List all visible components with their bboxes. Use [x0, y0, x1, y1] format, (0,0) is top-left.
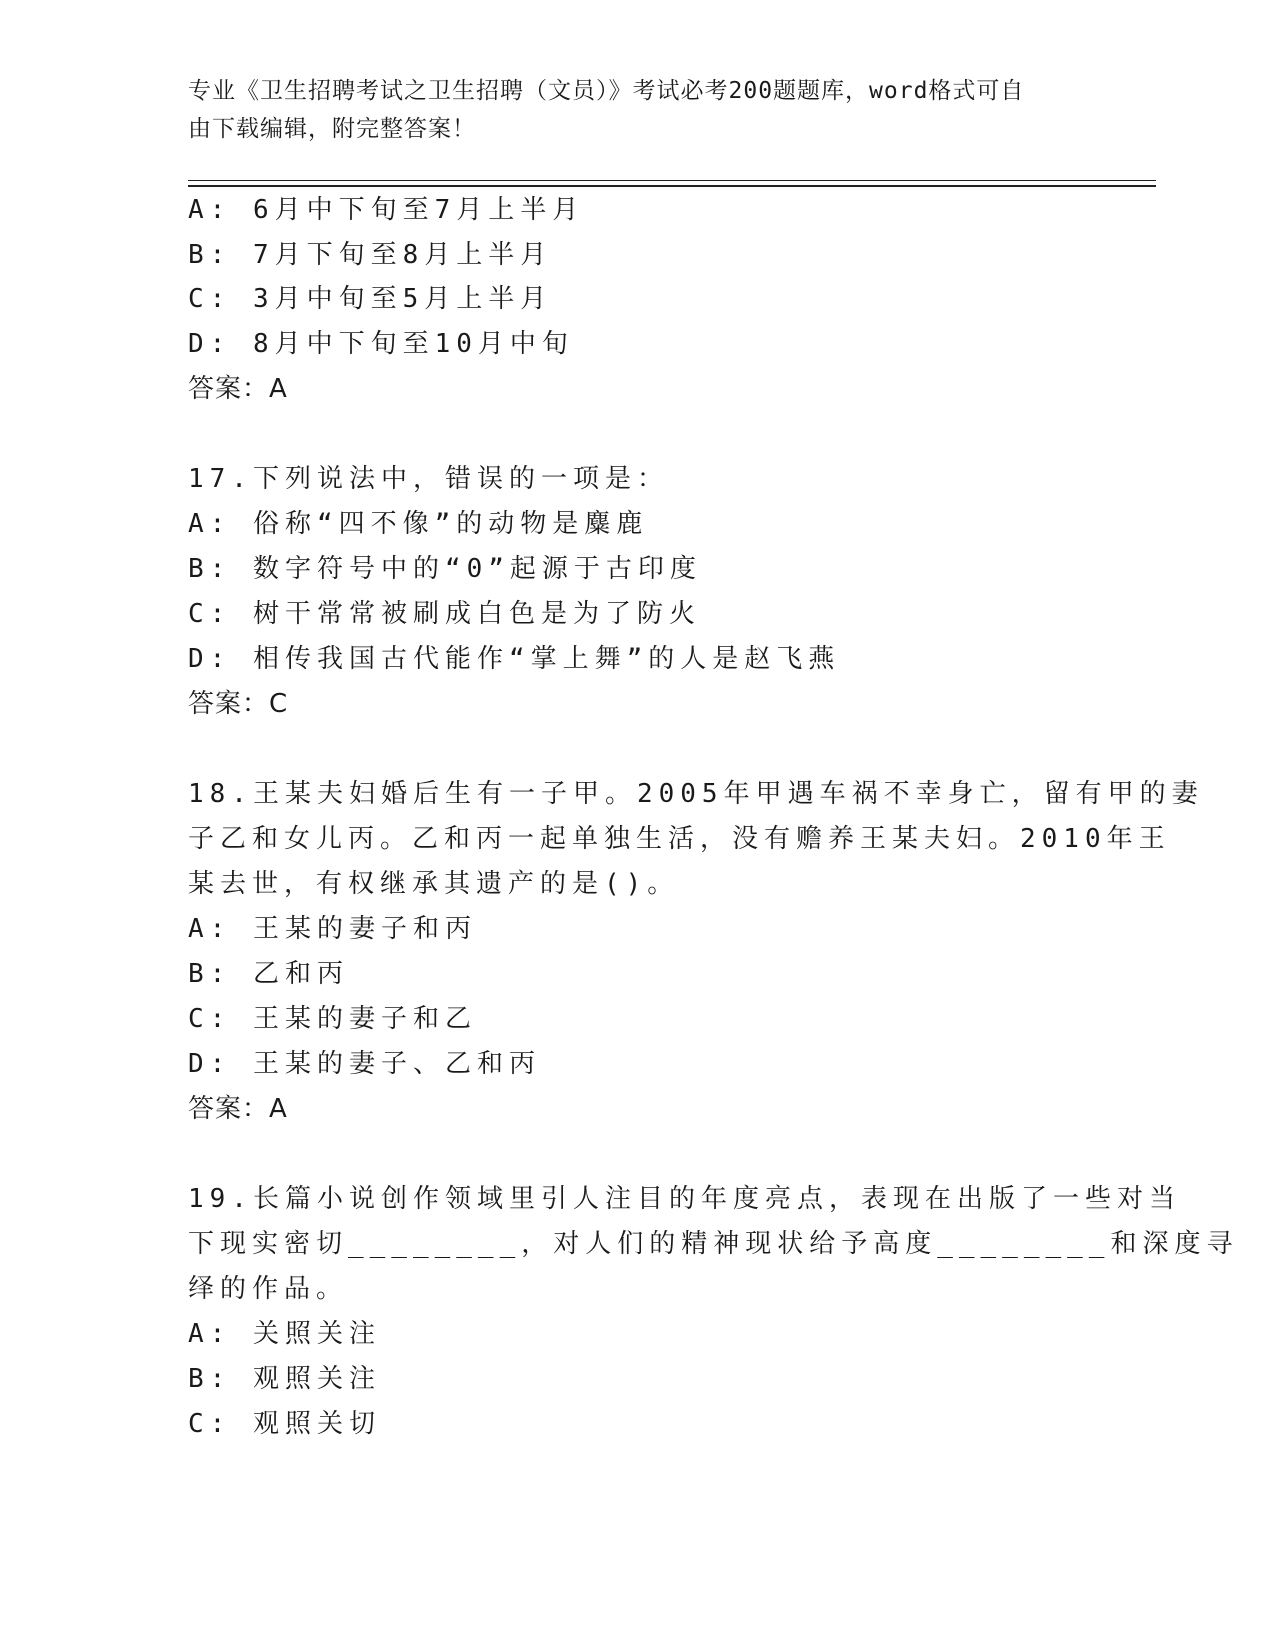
q17-option-b: B: 数字符号中的“0”起源于古印度	[188, 554, 702, 584]
q16-answer: 答案：A	[188, 374, 288, 404]
q19-stem-line-3: 绎的作品。	[188, 1274, 349, 1304]
q19-option-c: C: 观照关切	[188, 1409, 381, 1439]
q16-option-d: D: 8月中下旬至10月中旬	[188, 329, 574, 359]
q18-option-c: C: 王某的妻子和乙	[188, 1004, 477, 1034]
q18-option-b: B: 乙和丙	[188, 959, 349, 989]
q18-stem-line-1: 18.王某夫妇婚后生有一子甲。2005年甲遇车祸不幸身亡，留有甲的妻	[188, 779, 1204, 809]
q17-option-a: A: 俗称“四不像”的动物是麋鹿	[188, 509, 649, 539]
document-header	[188, 72, 1068, 148]
q17-option-c: C: 树干常常被刷成白色是为了防火	[188, 599, 701, 629]
q16-option-b: B: 7月下旬至8月上半月	[188, 240, 553, 270]
header-line-1: 专业《卫生招聘考试之卫生招聘（文员）》考试必考200题题库，word格式可自	[188, 78, 1025, 104]
header-line-2: 由下载编辑，附完整答案！	[188, 116, 476, 142]
q19-option-b: B: 观照关注	[188, 1364, 381, 1394]
header-divider-thick	[188, 185, 1156, 187]
q19-stem-line-1: 19.长篇小说创作领域里引人注目的年度亮点，表现在出版了一些对当	[188, 1184, 1181, 1214]
q18-option-a: A: 王某的妻子和丙	[188, 914, 477, 944]
q16-option-c: C: 3月中旬至5月上半月	[188, 284, 553, 314]
q18-option-d: D: 王某的妻子、乙和丙	[188, 1049, 541, 1079]
q19-option-a: A: 关照关注	[188, 1319, 381, 1349]
q16-option-a: A: 6月中下旬至7月上半月	[188, 195, 585, 225]
q17-option-d: D: 相传我国古代能作“掌上舞”的人是赵飞燕	[188, 644, 841, 674]
q19-stem-line-2: 下现实密切________，对人们的精神现状给予高度________和深度寻	[188, 1229, 1239, 1259]
q17-answer: 答案：C	[188, 689, 289, 719]
q18-answer: 答案：A	[188, 1094, 288, 1124]
q18-stem-line-2: 子乙和女儿丙。乙和丙一起单独生活，没有赡养王某夫妇。2010年王	[188, 824, 1171, 854]
q17-stem: 17.下列说法中，错误的一项是：	[188, 464, 669, 494]
q18-stem-line-3: 某去世，有权继承其遗产的是()。	[188, 869, 680, 899]
header-divider-thin	[188, 180, 1156, 181]
